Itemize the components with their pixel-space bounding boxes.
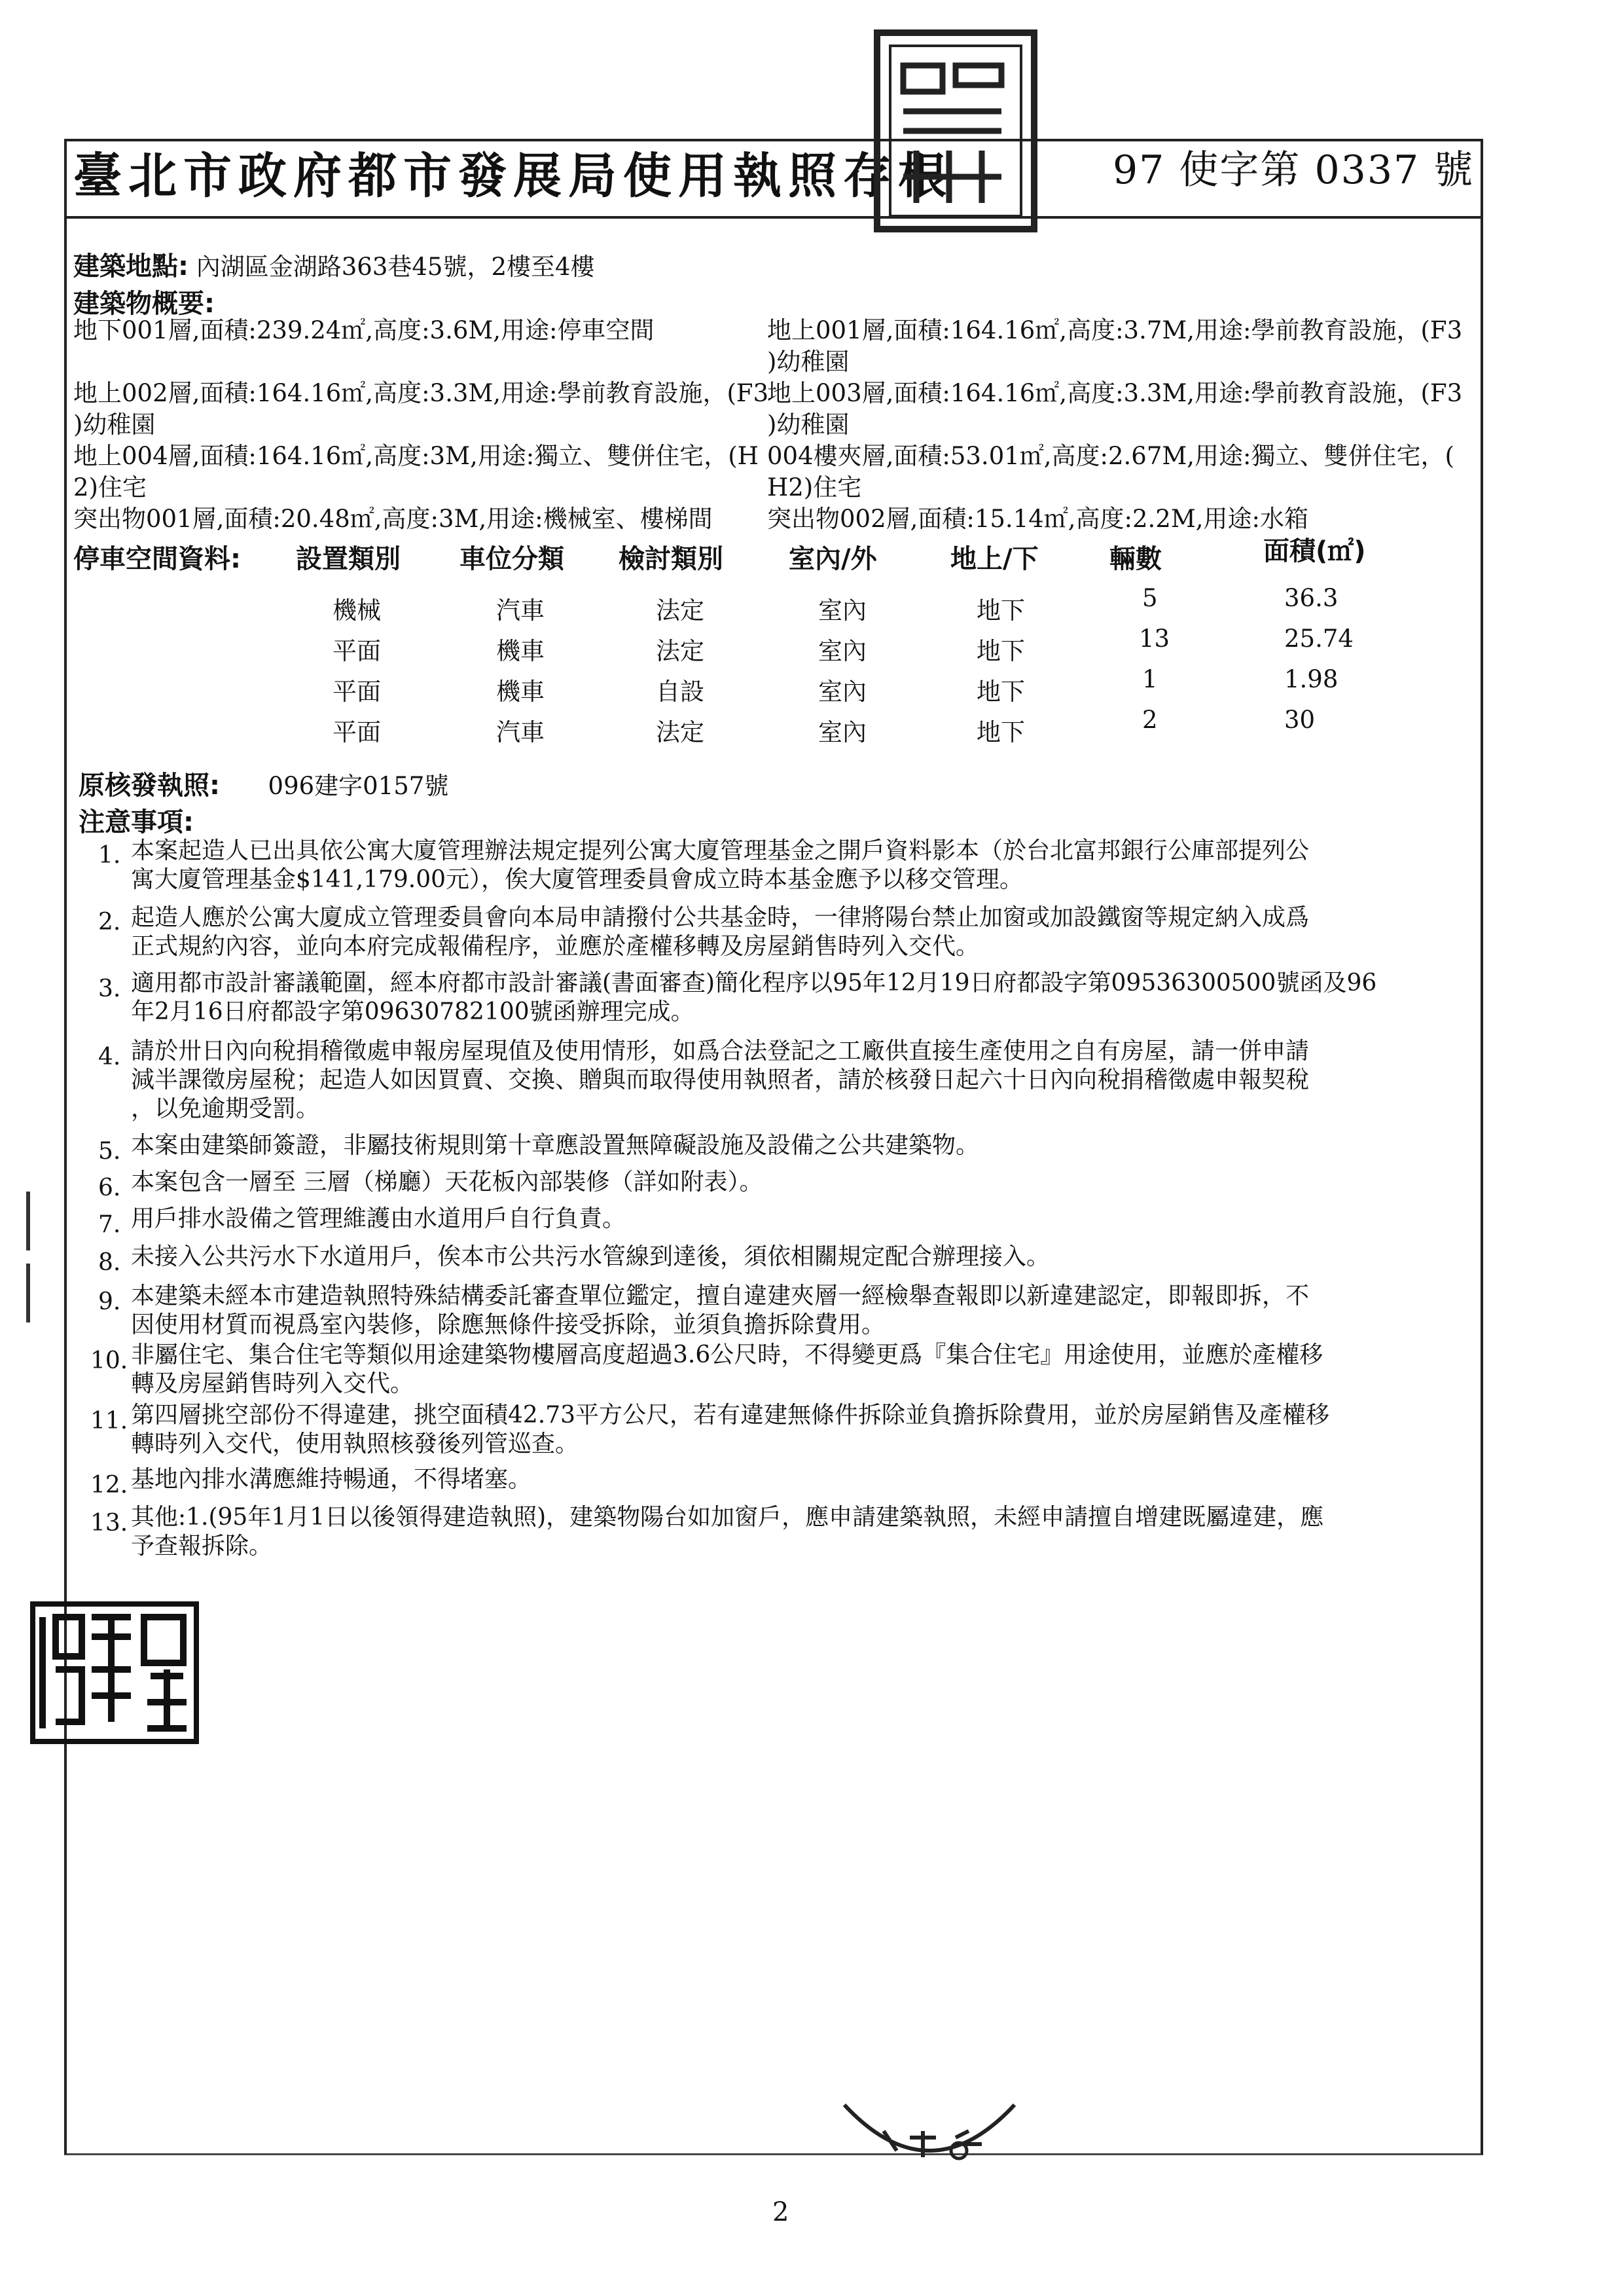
table-row-3-count: 2 [1142,706,1158,734]
table-row-0-count: 5 [1142,584,1158,612]
site-value: 內湖區金湖路363巷45號，2樓至4樓 [196,253,595,281]
note-2-line-2: 正式規約內容，並向本府完成報備程序，並應於產權移轉及房屋銷售時列入交代。 [131,933,980,960]
overview-left-2: )幼稚園 [73,410,156,439]
notes-label: 注意事項: [79,807,194,837]
parking-header-count: 輛數 [1109,544,1162,574]
original-permit-value: 096建字0157號 [268,772,449,800]
parking-header-setup: 設置類別 [296,544,401,574]
overview-right-3: )幼稚園 [767,410,850,439]
overview-right-5: H2)住宅 [767,473,862,501]
overview-right-1: )幼稚園 [767,348,850,376]
table-row-3-type: 汽車 [496,718,545,746]
note-number-4: 4. [98,1044,121,1070]
table-row-0-area: 36.3 [1284,584,1339,612]
parking-header-type: 車位分類 [459,544,564,574]
note-number-1: 1. [98,842,121,869]
header-divider [64,216,1483,219]
note-number-5: 5. [98,1138,121,1165]
overview-right-2: 地上003層,面積:164.16㎡,高度:3.3M,用途:學前教育設施，(F3 [767,379,1463,407]
original-permit-label: 原核發執照: [79,771,220,801]
note-number-10: 10. [90,1347,128,1374]
note-6-line-1: 本案包含一層至 三層（梯廳）天花板內部裝修（詳如附表）。 [131,1169,763,1195]
scan-edge-marks [26,1192,33,1329]
note-3-line-1: 適用都市設計審議範圍，經本府都市設計審議(書面審查)簡化程序以95年12月19日府都設字第09536300500號函及96 [131,970,1377,996]
note-number-8: 8. [98,1249,121,1276]
site-row [73,246,595,283]
table-row-3-setup: 平面 [333,718,381,746]
table-row-2-count: 1 [1142,665,1158,693]
table-row-3-level: 地下 [977,718,1025,746]
note-number-11: 11. [90,1408,128,1434]
parking-header-indoor: 室內/外 [789,544,877,574]
page-number: 2 [772,2197,789,2227]
note-9-line-2: 因使用材質而視爲室內裝修，除應無條件接受拆除，並須負擔拆除費用。 [131,1311,886,1338]
note-number-13: 13. [90,1510,128,1537]
note-number-2: 2. [98,909,121,936]
table-row-0-type: 汽車 [496,596,545,625]
note-13-line-2: 予查報拆除。 [131,1533,273,1559]
overview-right-6: 突出物002層,面積:15.14㎡,高度:2.2M,用途:水箱 [767,505,1308,533]
note-5-line-1: 本案由建築師簽證，非屬技術規則第十章應設置無障礙設施及設備之公共建築物。 [131,1132,980,1159]
note-1-line-1: 本案起造人已出具依公寓大廈管理辦法規定提列公寓大廈管理基金之開戶資料影本（於台北富邦銀行公庫部提列公 [131,837,1310,864]
table-row-0-level: 地下 [977,596,1025,625]
permit-number: 97 使字第 0337 號 [1113,147,1475,193]
table-row-0-indoor: 室內 [818,596,867,625]
table-row-0-setup: 機械 [333,596,381,625]
table-row-1-setup: 平面 [333,637,381,665]
table-row-1-indoor: 室內 [818,637,867,665]
note-11-line-1: 第四層挑空部份不得違建，挑空面積42.73平方公尺，若有違建無條件拆除並負擔拆除費用，並於房屋銷售及產權移 [131,1402,1330,1429]
note-4-line-2: 減半課徵房屋稅；起造人如因買賣、交換、贈與而取得使用執照者，請於核發日起六十日內向稅捐稽徵處申報契稅 [131,1066,1310,1093]
overview-left-5: 突出物001層,面積:20.48㎡,高度:3M,用途:機械室、樓梯間 [73,505,713,533]
overview-left-1: 地上002層,面積:164.16㎡,高度:3.3M,用途:學前教育設施，(F3 [73,379,769,407]
note-number-6: 6. [98,1175,121,1201]
note-3-line-2: 年2月16日府都設字第09630782100號函辦理完成。 [131,998,694,1025]
note-number-12: 12. [90,1472,128,1499]
parking-header-level: 地上/下 [950,544,1039,574]
table-row-3-indoor: 室內 [818,718,867,746]
overview-left-3: 地上004層,面積:164.16㎡,高度:3M,用途:獨立、雙併住宅，(H [73,442,759,470]
note-number-3: 3. [98,975,121,1002]
table-row-1-count: 13 [1139,625,1170,653]
parking-header-area: 面積(㎡) [1263,536,1366,566]
table-row-2-type: 機車 [496,678,545,706]
table-row-3-review: 法定 [656,718,704,746]
table-row-2-level: 地下 [977,678,1025,706]
bureau-seal [26,1597,203,1748]
note-10-line-2: 轉及房屋銷售時列入交代。 [131,1370,414,1397]
overview-left-0: 地下001層,面積:239.24㎡,高度:3.6M,用途:停車空間 [73,316,655,344]
note-9-line-1: 本建築未經本市建造執照特殊結構委託審查單位鑑定，擅自違建夾層一經檢舉查報即以新違建認定，即報即拆，不 [131,1283,1310,1309]
parking-label: 停車空間資料: [73,544,241,574]
overview-right-0: 地上001層,面積:164.16㎡,高度:3.7M,用途:學前教育設施，(F3 [767,316,1463,344]
table-row-1-area: 25.74 [1284,625,1354,653]
note-8-line-1: 未接入公共污水下水道用戶，俟本市公共污水管線到達後，須依相關規定配合辦理接入。 [131,1243,1051,1270]
original-permit-row [79,765,448,802]
note-2-line-1: 起造人應於公寓大廈成立管理委員會向本局申請撥付公共基金時，一律將陽台禁止加窗或加設鐵窗等規定納入成爲 [131,904,1310,931]
top-official-seal [864,26,1041,242]
note-number-9: 9. [98,1288,121,1315]
note-7-line-1: 用戶排水設備之管理維護由水道用戶自行負責。 [131,1205,626,1232]
table-row-2-area: 1.98 [1284,665,1339,693]
table-row-0-review: 法定 [656,596,704,625]
table-row-1-level: 地下 [977,637,1025,665]
note-12-line-1: 基地內排水溝應維持暢通，不得堵塞。 [131,1466,532,1493]
note-4-line-3: ，以免逾期受罰。 [131,1095,320,1122]
overview-label: 建築物概要: [73,289,215,319]
note-1-line-2: 寓大廈管理基金$141,179.00元），俟大廈管理委員會成立時本基金應予以移交管理。 [131,866,1024,893]
bottom-seal [831,2092,1028,2177]
note-10-line-1: 非屬住宅、集合住宅等類似用途建築物樓層高度超過3.6公尺時，不得變更爲『集合住宅』用途使用，並應於產權移 [131,1341,1323,1368]
table-row-1-review: 法定 [656,637,704,665]
site-label: 建築地點: [73,251,189,282]
overview-left-4: 2)住宅 [73,473,147,501]
table-row-2-setup: 平面 [333,678,381,706]
note-11-line-2: 轉時列入交代，使用執照核發後列管巡查。 [131,1430,579,1457]
note-13-line-1: 其他:1.(95年1月1日以後領得建造執照)，建築物陽台如加窗戶，應申請建築執照，未經申請擅自增建既屬違建，應 [131,1504,1324,1531]
table-row-2-indoor: 室內 [818,678,867,706]
note-number-7: 7. [98,1211,121,1238]
parking-header-review: 檢討類別 [619,544,723,574]
overview-right-4: 004樓夾層,面積:53.01㎡,高度:2.67M,用途:獨立、雙併住宅，( [767,442,1454,470]
note-4-line-1: 請於卅日內向稅捐稽徵處申報房屋現值及使用情形，如爲合法登記之工廠供直接生產使用之自有房屋，請一併申請 [131,1038,1310,1065]
document-title: 臺北市政府都市發展局使用執照存根 [73,148,953,204]
table-row-1-type: 機車 [496,637,545,665]
table-row-2-review: 自設 [656,678,704,706]
table-row-3-area: 30 [1284,706,1316,734]
